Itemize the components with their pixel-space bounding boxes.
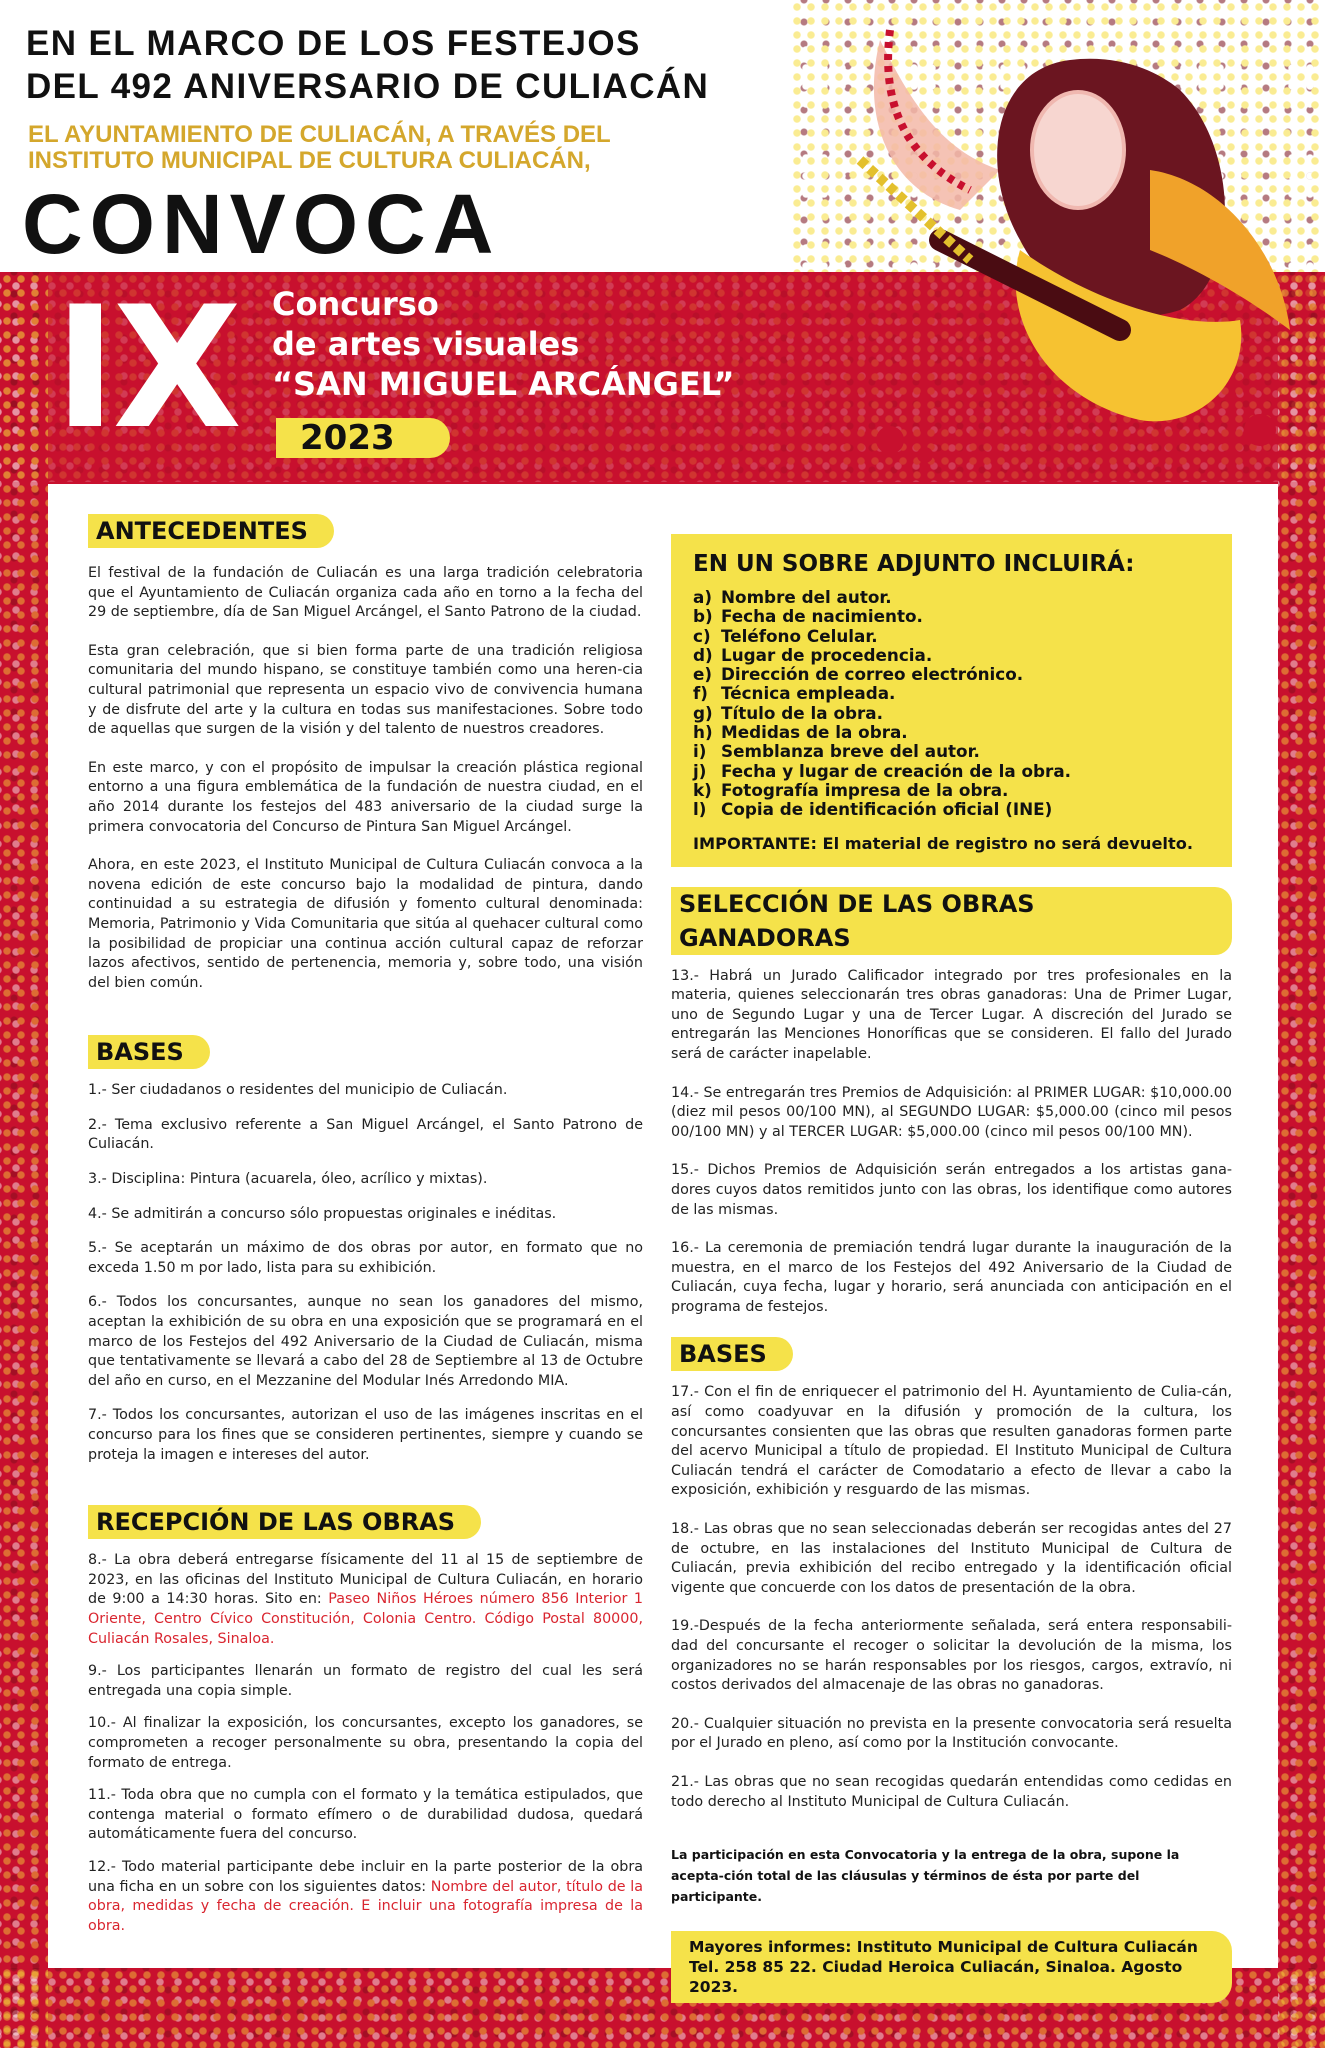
recepcion-item-12 [88, 1858, 643, 1936]
header-title [26, 22, 806, 108]
recepcion-item-12-text: 12.- Todo material participante debe incluir en la parte posterior de la obra una ficha en un sobre con los siguientes datos: [88, 1858, 643, 1895]
bases-item-6: 6.- Todos los concursantes, aunque no sean los ganadores del mismo, aceptan la exhibición de su obra en una exposición que se programará en el marco de los Festejos del 492 Aniversario de la Ciudad de Culiacán, misma que tentativamente se llevará a cabo del 28 de Septiembre al 13 de Octubre del año en curso, en el Mezzanine del Modular Inés Arredondo MIA. [88, 1294, 643, 1389]
sobre-item: a) Nombre del autor. [693, 587, 892, 607]
contest-line-1: Concurso [272, 285, 439, 323]
header-line-1: EN EL MARCO DE LOS FESTEJOS [26, 24, 641, 63]
sobre-important-note: IMPORTANTE: El material de registro no será devuelto. [693, 833, 1193, 853]
section-recepcion-title: RECEPCIÓN DE LAS OBRAS [88, 1505, 481, 1539]
header-sub-1: EL AYUNTAMIENTO DE CULIACÁN, A TRAVÉS DEL [28, 121, 611, 148]
header-line-2: DEL 492 ANIVERSARIO DE CULIACÁN [26, 67, 710, 106]
bases-item-2: 2.- Tema exclusivo referente a San Miguel Arcángel, el Santo Patrono de Culiacán. [88, 1116, 643, 1153]
bases-item-4: 4.- Se admitirán a concurso sólo propuestas originales e inéditas. [88, 1205, 557, 1222]
right-column [671, 534, 1232, 2003]
seleccion-item-14: 14.- Se entregarán tres Premios de Adquisición: al PRIMER LUGAR: $10,000.00 (diez mil pesos 00/100 MN), al SEGUNDO LUGAR: $5,000.00 (cinco mil pesos 00/100 MN) y al TERCER LUGAR: $5,000.00 (cinco mil pesos 00/100 MN). [671, 1084, 1232, 1140]
contest-line-2: de artes visuales [272, 325, 580, 363]
recepcion-item-9: 9.- Los participantes llenarán un formato de registro del cual les será entregada una copia simple. [88, 1663, 643, 1699]
antecedentes-p2: Esta gran celebración, que si bien forma parte de una tradición religiosa comunitaria del mundo hispano, se constituye también como una heren-cia cultural patrimonial que representa un espacio vivo de convivencia humana y de disfrute del arte y la cultura en todas sus manifestaciones. Sobre todo de aquellas que surgen de la visión y del talento de nuestros creadores. [88, 642, 643, 738]
sobre-item: k) Fotografía impresa de la obra. [693, 779, 1009, 800]
antecedentes-p1: El festival de la fundación de Culiacán es una larga tradición celebratoria que el Ayuntamiento de Culiacán organiza cada año en torno a la fecha del 29 de septiembre, día de San Miguel Arcángel, el Santo Patrono de la ciudad. [88, 565, 643, 621]
left-column [88, 514, 643, 1936]
recepcion-item-8-text: 8.- La obra deberá entregarse físicamente del 11 al 15 de septiembre de 2023, en las oficinas del Instituto Municipal de Cultura Culiacán, en horario de 9:00 a 14:30 horas. Sito en: [88, 1552, 643, 1608]
contact-info-line-1: Mayores informes: Instituto Municipal de Cultura Culiacán [689, 1938, 1198, 1957]
recepcion-address: Paseo Niños Héroes número 856 Interior 1 Oriente, Centro Cívico Constitución, Colonia Centro. Código Postal 80000, Culiacán Rosales, Sinaloa. [88, 1591, 643, 1647]
sobre-title: EN UN SOBRE ADJUNTO INCLUIRÁ: [693, 551, 1135, 577]
participation-note: La participación en esta Convocatoria y la entrega de la obra, supone la acepta-ción total de las cláusulas y términos de ésta por parte del participante. [671, 1847, 1180, 1905]
section-bases2-title: BASES [671, 1337, 793, 1371]
recepcion-item-11: 11.- Toda obra que no cumpla con el formato y la temática estipulados, que contenga material o formato efímero o de durabilidad dudosa, quedará automáticamente fuera del concurso. [88, 1787, 643, 1843]
header-sub-2: INSTITUTO MUNICIPAL DE CULTURA CULIACÁN, [28, 147, 591, 174]
recepcion-ficha-data: Nombre del autor, título de la obra, medidas y fecha de creación. E incluir una fotografía impresa de la obra. [88, 1878, 643, 1934]
contact-info-badge [671, 1931, 1232, 2003]
sobre-item: d) Lugar de procedencia. [693, 644, 933, 665]
bases2-item-21: 21.- Las obras que no sean recogidas quedarán entendidas como cedidas en todo derecho al Instituto Municipal de Cultura Culiacán. [671, 1773, 1232, 1810]
sobre-item: l) Copia de identificación oficial (INE) [693, 799, 1053, 820]
bases-item-7: 7.- Todos los concursantes, autorizan el uso de las imágenes inscritas en el concurso para los fines que se consideren pertinentes, siempre y cuando se proteja la imagen e intereses del autor. [88, 1407, 643, 1463]
antecedentes-p3: En este marco, y con el propósito de impulsar la creación plástica regional entorno a una figura emblemática de la fundación de nuestra ciudad, en el año 2014 durante los festejos del 483 aniversario de la ciudad surge la primera convocatoria del Concurso de Pintura San Miguel Arcángel. [88, 759, 643, 835]
sobre-list [693, 588, 1210, 820]
sobre-item: g) Título de la obra. [693, 702, 883, 723]
sobre-item: c) Teléfono Celular. [693, 625, 878, 646]
bases2-item-17: 17.- Con el fin de enriquecer el patrimonio del H. Ayuntamiento de Culia-cán, así como coadyuvar en la difusión y promoción de la cultura, los concursantes consienten que las obras que resulten ganadoras formen parte del acervo Municipal a título de propiedad. El Instituto Municipal de Cultura Culiacán tendrá el carácter de Comodatario a efecto de llevar a cabo la exposición, exhibición y resguardo de las mismas. [671, 1384, 1232, 1499]
convoca-title: CONVOCA [22, 177, 501, 271]
contact-info-line-2: Tel. 258 85 22. Ciudad Heroica Culiacán, Sinaloa. Agosto 2023. [689, 1958, 1183, 1997]
seleccion-item-15: 15.- Dichos Premios de Adquisición serán entregados a los artistas gana-dores cuyos datos remitidos junto con las obras, los identifique como autores de las mismas. [671, 1162, 1232, 1218]
archangel-illustration [820, 0, 1325, 470]
sobre-item: e) Dirección de correo electrónico. [693, 664, 1024, 685]
edition-number: IX [54, 270, 239, 466]
sobre-item: b) Fecha de nacimiento. [693, 606, 923, 627]
year-badge: 2023 [276, 418, 450, 458]
sobre-item: h) Medidas de la obra. [693, 722, 908, 743]
section-antecedentes-title: ANTECEDENTES [88, 514, 334, 548]
section-bases-title: BASES [88, 1035, 210, 1069]
sobre-item: j) Fecha y lugar de creación de la obra. [693, 760, 1072, 781]
bases-item-1: 1.- Ser ciudadanos o residentes del municipio de Culiacán. [88, 1082, 508, 1099]
bases2-item-18: 18.- Las obras que no sean seleccionadas deberán ser recogidas antes del 27 de octubre, en las instalaciones del Instituto Municipal de Cultura de Culiacán, previa exhibición del recibo entregado y la identificación oficial vigente que concuerde con los datos de presentación de la obra. [671, 1521, 1232, 1596]
recepcion-item-10: 10.- Al finalizar la exposición, los concursantes, excepto los ganadores, se comprometen a recoger personalmente su obra, presentando la copia del formato de entrega. [88, 1715, 643, 1771]
seleccion-item-16: 16.- La ceremonia de premiación tendrá lugar durante la inauguración de la muestra, en el marco de los Festejos del 492 Aniversario de la Ciudad de Culiacán, cuya fecha, lugar y horario, será anunciada con anticipación en el programa de festejos. [671, 1240, 1232, 1315]
contest-name [272, 284, 734, 404]
section-seleccion-title: SELECCIÓN DE LAS OBRAS GANADORAS [671, 887, 1232, 955]
recepcion-item-8 [88, 1551, 643, 1649]
sobre-item: i) Semblanza breve del autor. [693, 741, 980, 762]
bases-item-5: 5.- Se aceptarán un máximo de dos obras por autor, en formato que no exceda 1.50 m por lado, lista para su exhibición. [88, 1240, 643, 1276]
bases2-item-19: 19.-Después de la fecha anteriormente señalada, será entera responsabili-dad del concursante el recoger o solicitar la devolución de la misma, los organizadores no se harán responsables por los riesgos, cargos, extravío, ni costos derivados del almacenaje de las obras no ganadoras. [671, 1618, 1232, 1694]
sobre-item: f) Técnica empleada. [693, 683, 896, 704]
sobre-box [671, 534, 1232, 867]
bases2-item-20: 20.- Cualquier situación no prevista en la presente convocatoria será resuelta por el Jurado en pleno, así como por la Institución convocante. [671, 1715, 1232, 1752]
seleccion-item-13: 13.- Habrá un Jurado Calificador integrado por tres profesionales en la materia, quienes seleccionarán tres obras ganadoras: Una de Primer Lugar, uno de Segundo Lugar y una de Tercer Lugar. A discreción del Jurado se entregarán las Menciones Honoríficas que se consideren. El fallo del Jurado será de carácter inapelable. [671, 967, 1232, 1062]
antecedentes-p4: Ahora, en este 2023, el Instituto Municipal de Cultura Culiacán convoca a la novena edición de este concurso bajo la modalidad de pintura, dando continuidad a su estrategia de difusión y fomento cultural denominada: Memoria, Patrimonio y Vida Comunitaria que sitúa al quehacer cultural como la posibilidad de propiciar una continua acción cultural capaz de reforzar lazos afectivos, sentido de pertenencia, memoria y, sobre todo, una visión del bien común. [88, 857, 643, 991]
contest-line-3: “SAN MIGUEL ARCÁNGEL” [272, 365, 735, 403]
content-panel [48, 484, 1278, 1997]
header-subtitle [28, 122, 808, 174]
bases-item-3: 3.- Disciplina: Pintura (acuarela, óleo, acrílico y mixtas). [88, 1171, 488, 1188]
